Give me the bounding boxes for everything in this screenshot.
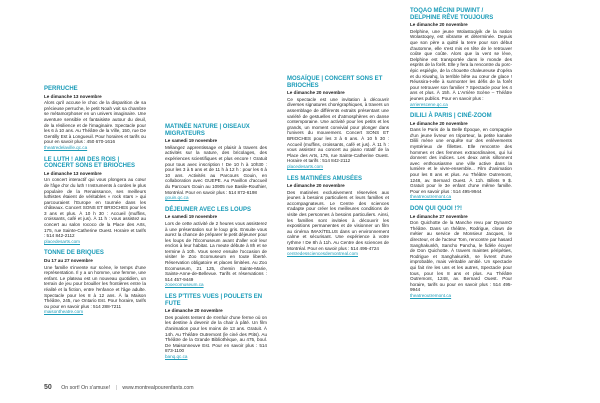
event-description: Delphine, une jeune Wolastoqiyik de la nation Wolastoqey, est vibrante et déterminée. Depuis que son père a quitté la terre pour son début d'automne, elle s'est mis en tête de le retrouver coûte que coûte. Alors que la vent se lève, Delphine est transportée dans le monde des esprits de la forêt. Elle y fera la rencontre du porc-épic espiègle, de la chouette chaleureuse d'opéra et du Kiwahq, la terrible bête au cœur de glace ! Réussira-t-elle à surmonter les défis de la forêt pour retrouver son familier ? Spectacle pour les 4 ans et plus. À 15h. À L'Arrière Scène – Théâtre jeunes publics. Pour en savoir plus :	[410, 28, 512, 101]
event-description: Alors qu'il accuse le choc de la disparition de sa précieuse perruche, le petit Noah voit sa chambre se métamorphoser en un univers imaginaire. Une aventure sensible et fantaisiste autour du deuil, de la résilience et de l'imaginaire. Spectacle pour les 6 à 10 ans. Au Théâtre de la Ville, 150, rue De Gentilly Est à Longueuil. Pour horaires et tarifs ou pour en savoir plus : 450 670-1616	[44, 100, 146, 145]
event-description: Un concert interactif qui vous plongera au cœur de l'âge d'or du luth ! Instruments à cordes le plus populaire de la Renaissance, ses meilleurs luthistes étaient de véritables « rock stars » qui parcouraient l'Europe en tournée dans les châteaux. Concert SONS ET BRIOCHES pour les 3 ans et plus. À 10 h 30 : Accueil (muffins, croissants, café et jus). À 11 h : vous assistez au concert au salon rococo de la Place des Arts, 175, rue Sainte-Catherine Ouest. Horaire et tarifs : 514 842-2112	[44, 177, 146, 239]
event-title: LES P'TITES VUES | POULETS EN FUTE	[165, 294, 263, 307]
event-description: Des poulets tentent de s'enfuir d'une ferme où on les destine à devenir de la chair à pâté. Un film d'animation pour les moins de 13 ans. Gratuit. À 14h. Au Théâtre Outremont (le ciné des Ptits). Au Théâtre de la Grande Bibliothèque, au 475, boul. De Maisonneuve Est. Pour en savoir plus : 514 873-1100	[165, 314, 267, 354]
event-matinee-nature	[165, 124, 267, 201]
column-2	[165, 124, 267, 366]
event-title: MOSAÏQUE | CONCERT SONS ET BRIOCHES	[287, 76, 383, 89]
event-link[interactable]: centredessciencesdemontreal.com	[287, 251, 358, 257]
event-dilili	[410, 113, 512, 200]
event-link[interactable]: theatredelaville.qc.ca	[44, 144, 88, 150]
event-date: Le samedi 19 novembre	[165, 138, 218, 144]
column-4	[410, 8, 512, 305]
event-date: Le dimanche 13 novembre	[44, 93, 102, 99]
event-description: Lors de cette activité de 2 heures vous assisterez à une présentation sur le loup gris. Ensuite vous aurez la chance de préparer le petit déjeuner pour les loups de l'Écomuseum avant d'aller voir leur enclos à leur habitat. La meute débute à 8h et se termine à 10h. Vous serez ensuite l'occasion de visiter le Zoo Ecomuseum en toute liberté. Réservation obligatoire et places limitées. Au Zoo Ecomuseum, 21 125, chemin Sainte-Marie, Sainte-Anne-de-Bellevue. Tarifs et réservations : 514 457-9449	[165, 220, 267, 282]
event-mosaique	[287, 76, 389, 170]
event-date: Le dimanche 20 novembre	[410, 120, 468, 126]
event-title: TONNE DE BRIQUES	[44, 250, 104, 257]
event-title: LES MATINÉES AMUSÉES	[287, 175, 363, 182]
column-3	[287, 76, 389, 263]
event-date: Le dimanche 13 novembre	[44, 170, 102, 176]
website-link[interactable]: www.montrealpourenfants.com	[122, 385, 194, 391]
event-link[interactable]: arrierescene.qc.ca	[410, 101, 448, 107]
event-title: MATINÉE NATURE | OISEAUX MIGRATEURS	[165, 124, 250, 137]
event-link[interactable]: maisontheatre.com	[44, 309, 84, 315]
event-description: Don Quichotte de la Manche revu par DynamO Théâtre. Dans un théâtre, Rodrigue, clown de métier au service de Monsieur Jacques, le directeur, et de l'acteur Tom, rencontre par hasard Sanghakunkh, Sancho Pancha, le fidèle écuyer de Don Quichotte. À travers maintes péripéties, Rodrigue et Sanghakunkh, se livrent d'une improbable, mais véritable amitié. Un spectacle qui fait rire les uns et les autres, Spectacle pour tous, pour les 8 ans et plus. Au Théâtre Outremont, 1248, av. Bernard Ouest. Pour horaire, tarifs ou pour en savoir plus : 514 495-9944	[410, 220, 512, 293]
event-don-qui-quoi	[410, 206, 512, 299]
column-1	[44, 86, 146, 321]
event-link[interactable]: placedesarts.com	[44, 238, 81, 244]
event-date: Le dimanche 20 novembre	[287, 183, 345, 189]
event-description: Dans le Paris de la Belle Époque, en compagnie d'un jeune livreur en triporteur, la petite kanake Dilili mène une enquête sur des enlèvements mystérieux de fillettes. Elle rencontre des hommes et des femmes extraordinaires, qui lui donnent des indices. Les deux amis sillonnent avec enthousiasme une ville active dans la lumière et le vivre-ensemble... Film d'animation pour les 8 ans et plus. Au Théâtre Outremont, 1248, av. Bernard Ouest. À 11h. Billets 9 $. Gratuit pour le 3e enfant d'une même famille. Pour en savoir plus : 514 495-9944	[410, 127, 512, 194]
event-dejeuner-loups	[165, 207, 267, 288]
page-number: 50	[44, 384, 52, 391]
event-link[interactable]: theatreoutremont.ca	[410, 194, 452, 200]
event-date: Le dimanche 20 novembre	[410, 22, 468, 28]
event-date: Le samedi 19 novembre	[165, 214, 218, 220]
event-perruche	[44, 86, 146, 151]
event-le-luth	[44, 157, 146, 245]
event-date: Le dimanche 20 novembre	[165, 308, 223, 314]
event-toqao	[410, 8, 512, 107]
event-date: Le dimanche 20 novembre	[287, 90, 345, 96]
event-matinees-amusees	[287, 176, 389, 257]
event-tonne-de-briques	[44, 250, 146, 315]
event-link[interactable]: theatreoutremont.ca	[410, 292, 452, 298]
event-title: PERRUCHE	[44, 86, 78, 92]
event-title: DÉJEUNER AVEC LES LOUPS	[165, 206, 252, 213]
event-description: Des matinées exclusivement réservées aux jeunes à besoins particuliers et leurs familles et accompagnateurs. Le Centre des sciences s'adapte pour créer les meilleures conditions de visite des personnes à besoins particuliers. Ainsi, les familles sont invitées à découvrir les expositions permanentes et de visionner un film au cinéma IMAX/TELUS dans un environnement calme et sécurisant. Une expérience à votre rythme ! De 8h à 11h. Au Centre des sciences de Montréal. Pour en savoir plus : 514 496-4724	[287, 189, 389, 251]
event-title: DON QUI QUOI !?!	[410, 206, 462, 212]
event-title: TOQAO MÉCINI PUWINT / DELPHINE RÊVE TOUJOURS	[410, 8, 494, 21]
event-description: Une famille s'invente sur scène, le temps d'une représentation. Il y a un homme, une femme, une enfant. Le plateau est un nouveau quotidien, un terrain de jeu pour brouiller les frontières entre la réalité et la fiction, entre l'enfance et l'âge adulte. Spectacle pour les 8 à 12 ans. À la Maison Théâtre, 245, rue Ontario Est. Pour horaire, tarifs ou pour en savoir plus : 514 288-7211	[44, 264, 146, 309]
event-link[interactable]: gouin.qc.ca	[165, 195, 189, 201]
event-date: Le dimanche 27 novembre	[410, 213, 468, 219]
page-footer	[44, 382, 564, 394]
event-date: Du 17 au 27 novembre	[44, 258, 93, 264]
event-title: LE LUTH ! AMI DES ROIS | CONCERT SONS ET BRIOCHES	[44, 156, 136, 170]
event-title: DILILI À PARIS | CINÉ-ZOOM	[410, 113, 492, 120]
event-description: Ce spectacle est une invitation à découvrir diverses signatures chorégraphiques, à travers un assemblage de différents extraits présentant une variété de gestuelles et d'atmosphères en danse contemporaine. Une activité pour les petits et les grands, un moment convivial pour plonger dans l'univers du mouvement. Concert SONS ET BRIOCHES pour les 3 à 6 ans. À 10 h 30 : Accueil (muffins, croissants, café et jus). À 11 h : vous assistez au concert au piano rotatif de la Place des Arts, 175, rue Sainte-Catherine Ouest. Horaire et tarifs : 514 842-2112	[287, 96, 389, 164]
event-link[interactable]: zooecomuseum.ca	[165, 282, 204, 288]
event-link[interactable]: banq.qc.ca	[165, 353, 188, 359]
event-link[interactable]: placedesarts.com	[287, 163, 324, 169]
event-description: Mélangez apprentissage et plaisir à travers des activités sur la nature, des bricolages, des expériences scientifiques et plus encore ! Gratuit pour tous avec inscription ! De 10 h à 10h30 : pour les 3 à 5 ans et de 11 h à 12 h : pour les 6 à 10 ans. Activités au Parcours Gouin, en collaboration avec GUEPE. Au Pavillon d'accueil du Parcours Gouin au 10905 rue Basile-Routhier, Montréal. Pour en savoir plus : 514 872-6198	[165, 144, 267, 195]
magazine-name: On sort! On s'amuse!	[61, 385, 111, 391]
event-ptites-vues	[165, 294, 267, 360]
footer-separator: |	[115, 385, 117, 391]
